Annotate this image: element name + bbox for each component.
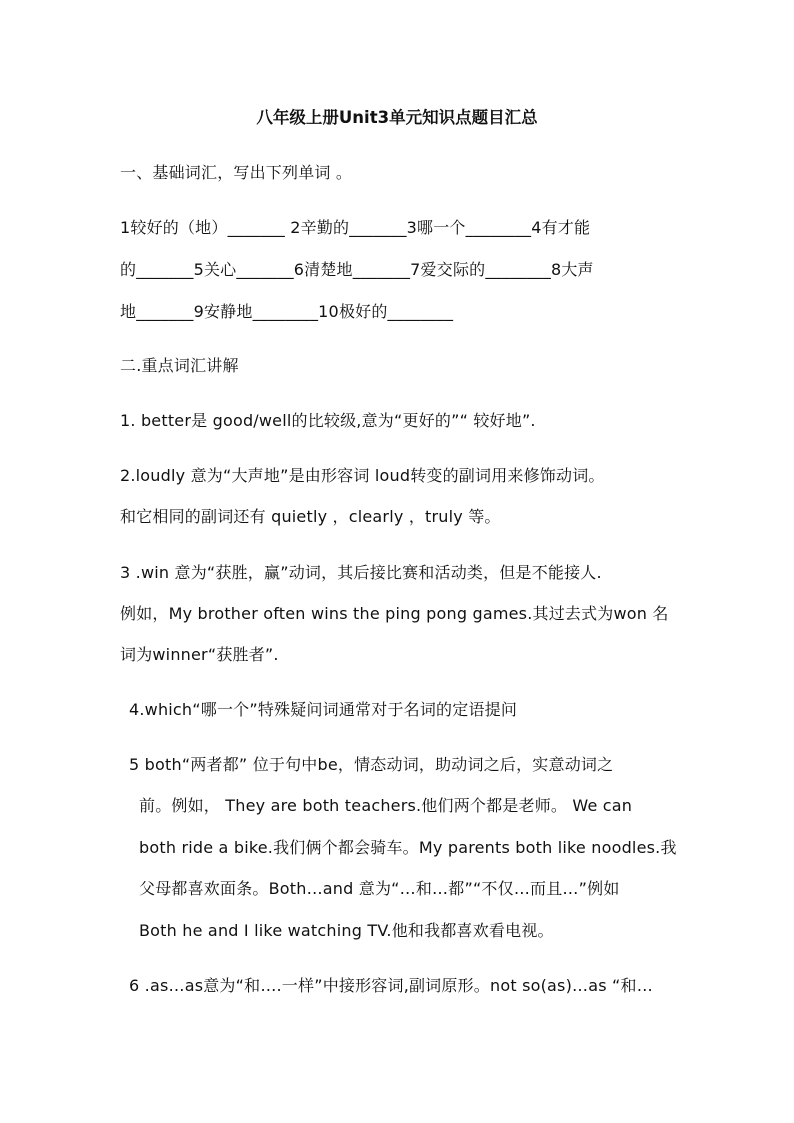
section2-item-5-line-2: 前。例如， They are both teachers.他们两个都是老师。 We can bbox=[139, 796, 633, 815]
section1-line-1: 1较好的（地）_______ 2辛勤的_______3哪一个________4有才能 bbox=[120, 218, 591, 237]
section1-heading: 一、基础词汇，写出下列单词 。 bbox=[120, 163, 353, 182]
document-title: 八年级上册Unit3单元知识点题目汇总 bbox=[256, 108, 538, 127]
section2-item-1: 1. better是 good/well的比较级,意为“更好的”“ 较好地”. bbox=[120, 411, 536, 430]
section2-item-2-line-2: 和它相同的副词还有 quietly ，clearly ，truly 等。 bbox=[120, 507, 501, 526]
section2-heading: 二.重点词汇讲解 bbox=[120, 356, 239, 375]
section2-item-5-line-3: both ride a bike.我们俩个都会骑车。My parents both like noodles.我 bbox=[139, 838, 677, 857]
section2-item-3-line-2: 例如，My brother often wins the ping pong games.其过去式为won 名 bbox=[120, 604, 669, 623]
section2-item-3-line-3: 词为winner“获胜者”. bbox=[120, 645, 279, 664]
section2-item-3-line-1: 3 .win 意为“获胜，赢”动词，其后接比赛和活动类，但是不能接人. bbox=[120, 563, 602, 582]
section2-item-5-line-4: 父母都喜欢面条。Both…and 意为“…和…都”“不仅…而且…”例如 bbox=[139, 879, 620, 898]
section1-line-3: 地_______9安静地________10极好的________ bbox=[120, 302, 454, 321]
section2-item-2-line-1: 2.loudly 意为“大声地”是由形容词 loud转变的副词用来修饰动词。 bbox=[120, 466, 605, 485]
section2-item-5-line-1: 5 both“两者都” 位于句中be，情态动词，助动词之后，实意动词之 bbox=[129, 755, 614, 774]
section1-line-2: 的_______5关心_______6清楚地_______7爱交际的________8大声 bbox=[120, 260, 594, 279]
section2-item-5-line-5: Both he and I like watching TV.他和我都喜欢看电视。 bbox=[139, 921, 554, 940]
section2-item-4: 4.which“哪一个”特殊疑问词通常对于名词的定语提问 bbox=[129, 700, 518, 719]
section2-item-6-line-1: 6 .as…as意为“和….一样”中接形容词,副词原形。not so(as)…as “和… bbox=[129, 976, 653, 995]
